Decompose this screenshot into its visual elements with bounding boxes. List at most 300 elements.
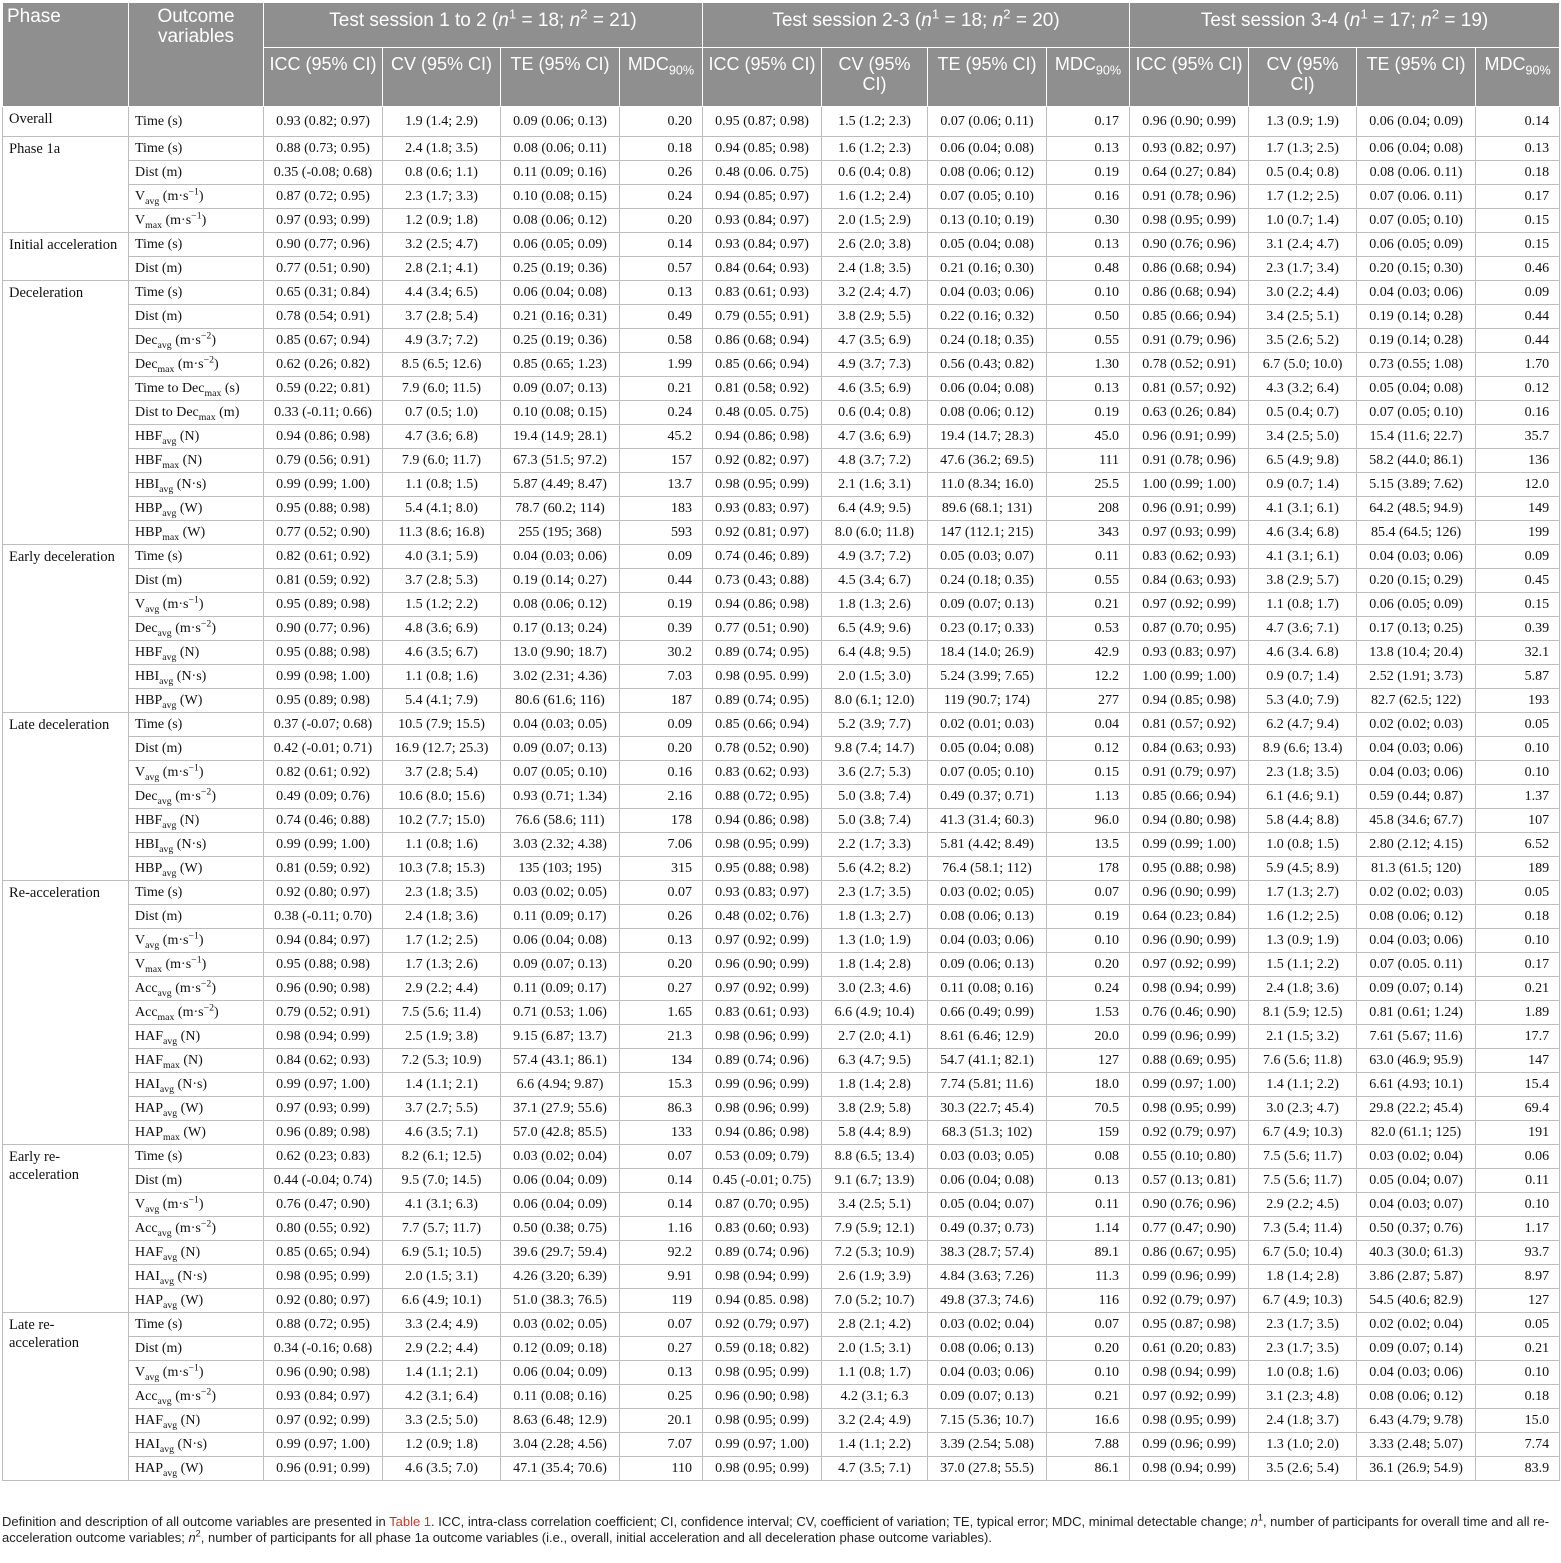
table-row bbox=[3, 1217, 1560, 1241]
te-value: 7.61 (5.67; 11.6) bbox=[1357, 1025, 1476, 1049]
variable-symbol: Acc bbox=[135, 1004, 158, 1020]
icc-value: 0.98 (0.94; 0.99) bbox=[1130, 977, 1249, 1001]
icc-header: ICC (95% CI) bbox=[264, 48, 383, 107]
te-value: 0.11 (0.09; 0.17) bbox=[501, 977, 620, 1001]
cv-value: 4.2 (3.1; 6.4) bbox=[383, 1385, 501, 1409]
variable-subscript: avg bbox=[159, 675, 174, 687]
mdc-value: 157 bbox=[620, 449, 703, 473]
te-value: 0.04 (0.03; 0.05) bbox=[501, 713, 620, 737]
variable-symbol: HBF bbox=[135, 452, 163, 468]
mdc-value: 96.0 bbox=[1047, 809, 1130, 833]
phase-cell: Early re-acceleration bbox=[3, 1145, 129, 1313]
mdc-header: $MDC_{90\%}$ bbox=[620, 48, 703, 107]
te-value: 0.02 (0.02; 0.04) bbox=[1357, 1313, 1476, 1337]
variable-subscript: avg bbox=[159, 1443, 175, 1455]
cv-value: 3.1 (2.4; 4.7) bbox=[1249, 233, 1357, 257]
cv-value: 2.0 (1.5; 3.1) bbox=[383, 1265, 501, 1289]
variable-unit: (N) bbox=[180, 1244, 201, 1260]
te-value: 0.71 (0.53; 1.06) bbox=[501, 1001, 620, 1025]
icc-value: 0.74 (0.46; 0.88) bbox=[264, 809, 383, 833]
mdc-value: 110 bbox=[620, 1457, 703, 1481]
icc-value: 0.96 (0.90; 0.98) bbox=[264, 1361, 383, 1385]
mdc-value: 7.74 bbox=[1476, 1433, 1560, 1457]
icc-value: 0.97 (0.92; 0.99) bbox=[1130, 593, 1249, 617]
te-value: 15.4 (11.6; 22.7) bbox=[1357, 425, 1476, 449]
mdc-value: 187 bbox=[620, 689, 703, 713]
cv-value: 4.1 (3.1; 6.1) bbox=[1249, 497, 1357, 521]
mdc-value: 7.06 bbox=[620, 833, 703, 857]
icc-value: 0.94 (0.86; 0.98) bbox=[264, 425, 383, 449]
variable-unit: (m·s bbox=[165, 212, 192, 228]
icc-value: 0.64 (0.23; 0.84) bbox=[1130, 905, 1249, 929]
mdc-value: 17.7 bbox=[1476, 1025, 1560, 1049]
icc-value: 0.97 (0.92; 0.99) bbox=[703, 977, 822, 1001]
icc-value: 0.90 (0.76; 0.96) bbox=[1130, 1193, 1249, 1217]
icc-value: 0.95 (0.87; 0.98) bbox=[703, 107, 822, 137]
variable-symbol: HAF bbox=[135, 1052, 164, 1068]
te-value: 0.04 (0.03; 0.07) bbox=[1357, 1193, 1476, 1217]
outcome-variable-cell: Acc$_{avg}$ $(m\cdot s^{-2})$ bbox=[129, 1217, 264, 1241]
cv-value: 0.6 (0.4; 0.8) bbox=[822, 161, 928, 185]
variable-unit: (N·s) bbox=[177, 1076, 208, 1092]
table-row bbox=[3, 1121, 1560, 1145]
outcome-variable-cell bbox=[129, 161, 264, 185]
cv-value: 2.3 (1.8; 3.5) bbox=[1249, 761, 1357, 785]
variable-unit: (N) bbox=[183, 1052, 203, 1068]
cv-value: 6.6 (4.9; 10.4) bbox=[822, 1001, 928, 1025]
te-value: 0.19 (0.14; 0.28) bbox=[1357, 305, 1476, 329]
outcome-variable-cell bbox=[129, 377, 264, 401]
mdc-value: 0.09 bbox=[1476, 545, 1560, 569]
mdc-value: 133 bbox=[620, 1121, 703, 1145]
cv-value: 1.3 (0.9; 1.9) bbox=[1249, 107, 1357, 137]
variable-symbol: V bbox=[135, 212, 146, 228]
variable-symbol: HAI bbox=[135, 1436, 160, 1452]
cv-value: 8.2 (6.1; 12.5) bbox=[383, 1145, 501, 1169]
cv-value: 1.5 (1.2; 2.2) bbox=[383, 593, 501, 617]
unit-exponent: −2 bbox=[200, 1217, 212, 1229]
icc-value: 0.98 (0.95; 0.99) bbox=[1130, 1409, 1249, 1433]
outcome-variable-cell: $V_{avg}$ $(m\cdot s^{-1})$ bbox=[129, 1193, 264, 1217]
cv-value: 8.0 (6.1; 12.0) bbox=[822, 689, 928, 713]
mdc-value: 1.30 bbox=[1047, 353, 1130, 377]
variable-symbol: Acc bbox=[135, 980, 158, 996]
outcome-variable-cell bbox=[129, 1265, 264, 1289]
variable-unit: (s) bbox=[167, 284, 183, 300]
mdc-value: 7.88 bbox=[1047, 1433, 1130, 1457]
icc-value: 0.98 (0.96; 0.99) bbox=[703, 1097, 822, 1121]
mdc-value: 0.17 bbox=[1476, 185, 1560, 209]
te-value: 0.23 (0.17; 0.33) bbox=[928, 617, 1047, 641]
mdc-value: 0.18 bbox=[1476, 905, 1560, 929]
te-value: 0.05 (0.04; 0.08) bbox=[1357, 377, 1476, 401]
te-value: 0.06 (0.05; 0.09) bbox=[501, 233, 620, 257]
variable-unit: (s) bbox=[167, 140, 183, 156]
mdc-value: 89.1 bbox=[1047, 1241, 1130, 1265]
mdc-value: 1.70 bbox=[1476, 353, 1560, 377]
mdc-value: 0.27 bbox=[620, 1337, 703, 1361]
cv-value: 2.5 (1.9; 3.8) bbox=[383, 1025, 501, 1049]
table-row bbox=[3, 449, 1560, 473]
mdc-value: 0.10 bbox=[1047, 1361, 1130, 1385]
mdc-value: 0.19 bbox=[1047, 161, 1130, 185]
icc-value: 0.79 (0.56; 0.91) bbox=[264, 449, 383, 473]
cv-value: 1.8 (1.4; 2.8) bbox=[822, 953, 928, 977]
mdc-value: 0.17 bbox=[1047, 107, 1130, 137]
mdc-value: 0.16 bbox=[1047, 185, 1130, 209]
te-value: 0.04 (0.03; 0.06) bbox=[928, 1361, 1047, 1385]
table-row bbox=[3, 857, 1560, 881]
mdc-value: 277 bbox=[1047, 689, 1130, 713]
icc-value: 0.33 (-0.11; 0.66) bbox=[264, 401, 383, 425]
mdc-value: 0.24 bbox=[620, 401, 703, 425]
te-value: 0.05 (0.04; 0.08) bbox=[928, 233, 1047, 257]
mdc-value: 0.20 bbox=[620, 209, 703, 233]
icc-value: 0.90 (0.76; 0.96) bbox=[1130, 233, 1249, 257]
icc-value: 0.77 (0.51; 0.90) bbox=[703, 617, 822, 641]
te-value: 0.02 (0.02; 0.03) bbox=[1357, 881, 1476, 905]
mdc-value: 0.05 bbox=[1476, 1313, 1560, 1337]
te-value: 0.50 (0.37; 0.76) bbox=[1357, 1217, 1476, 1241]
variable-subscript: avg bbox=[162, 507, 177, 519]
outcome-variable-cell: Acc$_{avg}$ $(m\cdot s^{-2})$ bbox=[129, 977, 264, 1001]
variable-symbol: Time bbox=[135, 284, 165, 300]
icc-value: 0.91 (0.78; 0.96) bbox=[1130, 185, 1249, 209]
mdc-value: 0.15 bbox=[1476, 233, 1560, 257]
icc-value: 0.85 (0.66; 0.94) bbox=[703, 713, 822, 737]
outcome-variable-cell: Acc$_{max}$ $(m\cdot s^{-2})$ bbox=[129, 1001, 264, 1025]
te-value: 80.6 (61.6; 116) bbox=[501, 689, 620, 713]
te-value: 0.25 (0.19; 0.36) bbox=[501, 329, 620, 353]
table-row bbox=[3, 137, 1560, 161]
icc-value: 0.96 (0.90; 0.99) bbox=[1130, 929, 1249, 953]
te-value: 5.24 (3.99; 7.65) bbox=[928, 665, 1047, 689]
icc-value: 0.93 (0.84; 0.97) bbox=[703, 209, 822, 233]
variable-unit: (N·s) bbox=[176, 476, 207, 492]
mdc-value: 127 bbox=[1476, 1289, 1560, 1313]
variable-symbol: HAP bbox=[135, 1124, 164, 1140]
mdc-value: 1.89 bbox=[1476, 1001, 1560, 1025]
cv-value: 3.2 (2.4; 4.9) bbox=[822, 1409, 928, 1433]
te-value: 8.61 (6.46; 12.9) bbox=[928, 1025, 1047, 1049]
te-value: 0.09 (0.06; 0.13) bbox=[928, 953, 1047, 977]
unit-exponent: −1 bbox=[188, 761, 199, 773]
te-value: 0.24 (0.18; 0.35) bbox=[928, 569, 1047, 593]
variable-subscript: max bbox=[163, 1131, 180, 1143]
unit-exponent: −1 bbox=[188, 185, 199, 197]
cv-value: 2.2 (1.7; 3.3) bbox=[822, 833, 928, 857]
mdc-value: 0.21 bbox=[1476, 1337, 1560, 1361]
variable-subscript: avg bbox=[157, 627, 172, 639]
te-value: 0.10 (0.08; 0.15) bbox=[501, 401, 620, 425]
mdc-value: 0.07 bbox=[1047, 881, 1130, 905]
cv-value: 3.8 (2.9; 5.5) bbox=[822, 305, 928, 329]
mdc-value: 18.0 bbox=[1047, 1073, 1130, 1097]
variable-symbol: HAP bbox=[135, 1100, 164, 1116]
variable-unit: (m) bbox=[161, 1172, 183, 1188]
icc-value: 0.95 (0.88; 0.98) bbox=[264, 953, 383, 977]
icc-value: 0.83 (0.62; 0.93) bbox=[1130, 545, 1249, 569]
icc-value: 0.94 (0.86; 0.98) bbox=[703, 1121, 822, 1145]
cv-value: 1.3 (0.9; 1.9) bbox=[1249, 929, 1357, 953]
phase-cell: Phase 1a bbox=[3, 137, 129, 233]
te-value: 0.06 (0.04; 0.08) bbox=[1357, 137, 1476, 161]
table-row bbox=[3, 233, 1560, 257]
icc-value: 0.98 (0.96; 0.99) bbox=[703, 1025, 822, 1049]
te-value: 0.03 (0.03; 0.05) bbox=[928, 1145, 1047, 1169]
te-value: 5.15 (3.89; 7.62) bbox=[1357, 473, 1476, 497]
te-value: 255 (195; 368) bbox=[501, 521, 620, 545]
mdc-value: 45.2 bbox=[620, 425, 703, 449]
variable-subscript: max bbox=[157, 363, 175, 375]
outcome-variable-cell: Dec$_{avg}$ $(m\cdot s^{-2})$ bbox=[129, 785, 264, 809]
mdc-value: 208 bbox=[1047, 497, 1130, 521]
table-row bbox=[3, 1169, 1560, 1193]
te-value: 0.04 (0.03; 0.06) bbox=[1357, 929, 1476, 953]
table-row bbox=[3, 665, 1560, 689]
icc-value: 0.96 (0.91; 0.99) bbox=[1130, 425, 1249, 449]
cv-value: 3.8 (2.9; 5.8) bbox=[822, 1097, 928, 1121]
cv-value: 9.1 (6.7; 13.9) bbox=[822, 1169, 928, 1193]
te-value: 0.49 (0.37; 0.71) bbox=[928, 785, 1047, 809]
variable-symbol: HBI bbox=[135, 668, 160, 684]
te-value: 0.11 (0.09; 0.16) bbox=[501, 161, 620, 185]
te-value: 0.17 (0.13; 0.24) bbox=[501, 617, 620, 641]
icc-value: 0.77 (0.52; 0.90) bbox=[264, 521, 383, 545]
variable-symbol: Dist bbox=[135, 740, 159, 756]
outcome-variable-cell bbox=[129, 305, 264, 329]
cv-value: 4.8 (3.6; 6.9) bbox=[383, 617, 501, 641]
te-value: 0.19 (0.14; 0.28) bbox=[1357, 329, 1476, 353]
variable-symbol: V bbox=[135, 1196, 146, 1212]
mdc-value: 1.13 bbox=[1047, 785, 1130, 809]
mdc-value: 0.11 bbox=[1476, 1169, 1560, 1193]
cv-value: 7.0 (5.2; 10.7) bbox=[822, 1289, 928, 1313]
icc-value: 0.64 (0.27; 0.84) bbox=[1130, 161, 1249, 185]
mdc-value: 0.49 bbox=[620, 305, 703, 329]
icc-value: 0.86 (0.68; 0.94) bbox=[1130, 281, 1249, 305]
te-value: 0.06 (0.04; 0.08) bbox=[501, 281, 620, 305]
cv-value: 3.0 (2.3; 4.6) bbox=[822, 977, 928, 1001]
cv-value: 6.9 (5.1; 10.5) bbox=[383, 1241, 501, 1265]
table-row bbox=[3, 593, 1560, 617]
te-value: 11.0 (8.34; 16.0) bbox=[928, 473, 1047, 497]
cv-value: 7.9 (5.9; 12.1) bbox=[822, 1217, 928, 1241]
te-value: 19.4 (14.7; 28.3) bbox=[928, 425, 1047, 449]
icc-value: 0.91 (0.79; 0.96) bbox=[1130, 329, 1249, 353]
variable-symbol: Dist bbox=[135, 908, 159, 924]
cv-value: 7.3 (5.4; 11.4) bbox=[1249, 1217, 1357, 1241]
cv-value: 3.0 (2.3; 4.7) bbox=[1249, 1097, 1357, 1121]
icc-value: 0.59 (0.18; 0.82) bbox=[703, 1337, 822, 1361]
variable-unit: (W) bbox=[179, 860, 203, 876]
cv-value: 3.3 (2.5; 5.0) bbox=[383, 1409, 501, 1433]
mdc-value: 0.10 bbox=[1476, 761, 1560, 785]
outcome-variable-cell: $V_{max}$ $(m\cdot s^{-1})$ bbox=[129, 209, 264, 233]
te-value: 0.09 (0.06; 0.13) bbox=[501, 107, 620, 137]
table-row bbox=[3, 809, 1560, 833]
te-value: 58.2 (44.0; 86.1) bbox=[1357, 449, 1476, 473]
te-value: 0.04 (0.03; 0.06) bbox=[928, 929, 1047, 953]
variable-subscript: avg bbox=[162, 819, 177, 831]
te-value: 0.03 (0.02; 0.05) bbox=[501, 1313, 620, 1337]
icc-value: 0.99 (0.97; 1.00) bbox=[264, 1433, 383, 1457]
phase-cell: Deceleration bbox=[3, 281, 129, 545]
te-value: 29.8 (22.2; 45.4) bbox=[1357, 1097, 1476, 1121]
table-row bbox=[3, 107, 1560, 137]
variable-subscript: max bbox=[198, 411, 216, 423]
icc-value: 0.99 (0.99; 1.00) bbox=[1130, 833, 1249, 857]
cv-value: 7.5 (5.6; 11.7) bbox=[1249, 1169, 1357, 1193]
mdc-value: 20.1 bbox=[620, 1409, 703, 1433]
table-row bbox=[3, 641, 1560, 665]
cv-value: 2.6 (2.0; 3.8) bbox=[822, 233, 928, 257]
icc-value: 0.97 (0.92; 0.99) bbox=[703, 929, 822, 953]
outcome-variable-cell bbox=[129, 1169, 264, 1193]
variable-symbol: HBF bbox=[135, 644, 163, 660]
variable-symbol: HAI bbox=[135, 1076, 160, 1092]
icc-value: 0.92 (0.80; 0.97) bbox=[264, 1289, 383, 1313]
cv-value: 1.7 (1.3; 2.7) bbox=[1249, 881, 1357, 905]
outcome-variable-cell bbox=[129, 233, 264, 257]
te-value: 85.4 (64.5; 126) bbox=[1357, 521, 1476, 545]
cv-value: 1.8 (1.3; 2.7) bbox=[822, 905, 928, 929]
mdc-value: 0.15 bbox=[1047, 761, 1130, 785]
outcome-variable-cell bbox=[129, 809, 264, 833]
cv-value: 5.9 (4.5; 8.9) bbox=[1249, 857, 1357, 881]
cv-value: 6.1 (4.6; 9.1) bbox=[1249, 785, 1357, 809]
icc-value: 0.97 (0.93; 0.99) bbox=[264, 1097, 383, 1121]
cv-value: 7.5 (5.6; 11.7) bbox=[1249, 1145, 1357, 1169]
variable-unit: (m) bbox=[219, 404, 240, 420]
icc-value: 0.98 (0.95; 0.99) bbox=[703, 1409, 822, 1433]
variable-subscript: avg bbox=[145, 771, 160, 783]
icc-value: 0.95 (0.88; 0.98) bbox=[264, 497, 383, 521]
outcome-variable-cell bbox=[129, 521, 264, 545]
cv-value: 7.5 (5.6; 11.4) bbox=[383, 1001, 501, 1025]
mdc-value: 0.16 bbox=[620, 761, 703, 785]
cv-value: 3.4 (2.5; 5.1) bbox=[822, 1193, 928, 1217]
te-value: 0.08 (0.06; 0.12) bbox=[1357, 905, 1476, 929]
icc-value: 0.95 (0.88; 0.98) bbox=[703, 857, 822, 881]
icc-value: 0.98 (0.95; 0.99) bbox=[264, 1265, 383, 1289]
mdc-value: 0.58 bbox=[620, 329, 703, 353]
variable-unit: (N) bbox=[180, 1028, 201, 1044]
variable-symbol: Time to Dec bbox=[135, 380, 205, 396]
te-value: 0.07 (0.05; 0.10) bbox=[1357, 401, 1476, 425]
table-row bbox=[3, 1193, 1560, 1217]
te-value: 0.04 (0.03; 0.06) bbox=[1357, 281, 1476, 305]
te-value: 5.87 (4.49; 8.47) bbox=[501, 473, 620, 497]
te-value: 0.03 (0.02; 0.05) bbox=[501, 881, 620, 905]
mdc-value: 0.13 bbox=[1047, 233, 1130, 257]
cv-value: 2.0 (1.5; 2.9) bbox=[822, 209, 928, 233]
variable-unit: (N) bbox=[180, 1412, 201, 1428]
cv-value: 5.2 (3.9; 7.7) bbox=[822, 713, 928, 737]
variable-symbol: Dist bbox=[135, 1172, 159, 1188]
cv-value: 2.6 (1.9; 3.9) bbox=[822, 1265, 928, 1289]
icc-value: 0.97 (0.93; 0.99) bbox=[1130, 521, 1249, 545]
te-value: 0.11 (0.08; 0.16) bbox=[928, 977, 1047, 1001]
table-1-link[interactable]: Table 1 bbox=[389, 1514, 432, 1529]
cv-value: 1.8 (1.4; 2.8) bbox=[1249, 1265, 1357, 1289]
te-value: 0.25 (0.19; 0.36) bbox=[501, 257, 620, 281]
mdc-value: 0.18 bbox=[1476, 1385, 1560, 1409]
icc-value: 0.84 (0.63; 0.93) bbox=[1130, 737, 1249, 761]
variable-symbol: Time bbox=[135, 236, 165, 252]
icc-value: 0.96 (0.91; 0.99) bbox=[264, 1457, 383, 1481]
mdc-value: 70.5 bbox=[1047, 1097, 1130, 1121]
te-value: 81.3 (61.5; 120) bbox=[1357, 857, 1476, 881]
table-row bbox=[3, 713, 1560, 737]
mdc-value: 0.21 bbox=[620, 377, 703, 401]
icc-value: 0.77 (0.47; 0.90) bbox=[1130, 1217, 1249, 1241]
variable-subscript: max bbox=[162, 531, 180, 543]
table-row bbox=[3, 1025, 1560, 1049]
cv-value: 1.7 (1.3; 2.6) bbox=[383, 953, 501, 977]
te-value: 13.0 (9.90; 18.7) bbox=[501, 641, 620, 665]
mdc-value: 0.10 bbox=[1047, 281, 1130, 305]
variable-symbol: HAI bbox=[135, 1268, 160, 1284]
icc-value: 0.99 (0.99; 1.00) bbox=[264, 833, 383, 857]
mdc-value: 0.21 bbox=[1047, 593, 1130, 617]
te-value: 30.3 (22.7; 45.4) bbox=[928, 1097, 1047, 1121]
te-value: 18.4 (14.0; 26.9) bbox=[928, 641, 1047, 665]
unit-exponent: −2 bbox=[200, 1385, 212, 1397]
mdc-value: 0.19 bbox=[1047, 401, 1130, 425]
te-value: 0.50 (0.38; 0.75) bbox=[501, 1217, 620, 1241]
cv-value: 1.8 (1.4; 2.8) bbox=[822, 1073, 928, 1097]
cv-value: 3.2 (2.5; 4.7) bbox=[383, 233, 501, 257]
variable-symbol: HAP bbox=[135, 1460, 164, 1476]
te-value: 0.59 (0.44; 0.87) bbox=[1357, 785, 1476, 809]
te-value: 57.0 (42.8; 85.5) bbox=[501, 1121, 620, 1145]
mdc-value: 183 bbox=[620, 497, 703, 521]
unit-exponent: −2 bbox=[203, 1001, 215, 1013]
icc-value: 0.98 (0.95; 0.99) bbox=[1130, 1097, 1249, 1121]
mdc-value: 0.09 bbox=[1476, 281, 1560, 305]
variable-symbol: HAF bbox=[135, 1244, 164, 1260]
mdc-value: 1.99 bbox=[620, 353, 703, 377]
te-value: 5.81 (4.42; 8.49) bbox=[928, 833, 1047, 857]
te-value: 63.0 (46.9; 95.9) bbox=[1357, 1049, 1476, 1073]
cv-value: 1.5 (1.1; 2.2) bbox=[1249, 953, 1357, 977]
te-value: 0.09 (0.07; 0.13) bbox=[928, 1385, 1047, 1409]
cv-value: 4.4 (3.4; 6.5) bbox=[383, 281, 501, 305]
variable-subscript: avg bbox=[145, 1203, 160, 1215]
variable-symbol: Time bbox=[135, 1316, 165, 1332]
mdc-value: 0.13 bbox=[620, 281, 703, 305]
cv-header: CV (95% CI) bbox=[1249, 48, 1357, 107]
icc-value: 0.63 (0.26; 0.84) bbox=[1130, 401, 1249, 425]
cv-value: 5.8 (4.4; 8.8) bbox=[1249, 809, 1357, 833]
variable-symbol: HBP bbox=[135, 692, 163, 708]
table-row bbox=[3, 785, 1560, 809]
variable-subscript: avg bbox=[163, 1467, 178, 1479]
mdc-value: 45.0 bbox=[1047, 425, 1130, 449]
table-row bbox=[3, 305, 1560, 329]
te-value: 8.63 (6.48; 12.9) bbox=[501, 1409, 620, 1433]
variable-subscript: avg bbox=[145, 603, 160, 615]
te-value: 0.49 (0.37; 0.73) bbox=[928, 1217, 1047, 1241]
te-value: 0.09 (0.07; 0.14) bbox=[1357, 1337, 1476, 1361]
cv-value: 7.6 (5.6; 11.8) bbox=[1249, 1049, 1357, 1073]
cv-value: 7.2 (5.3; 10.9) bbox=[383, 1049, 501, 1073]
cv-value: 4.1 (3.1; 6.3) bbox=[383, 1193, 501, 1217]
variable-symbol: HBP bbox=[135, 524, 163, 540]
icc-value: 0.81 (0.57; 0.92) bbox=[1130, 377, 1249, 401]
cv-value: 4.1 (3.1; 6.1) bbox=[1249, 545, 1357, 569]
